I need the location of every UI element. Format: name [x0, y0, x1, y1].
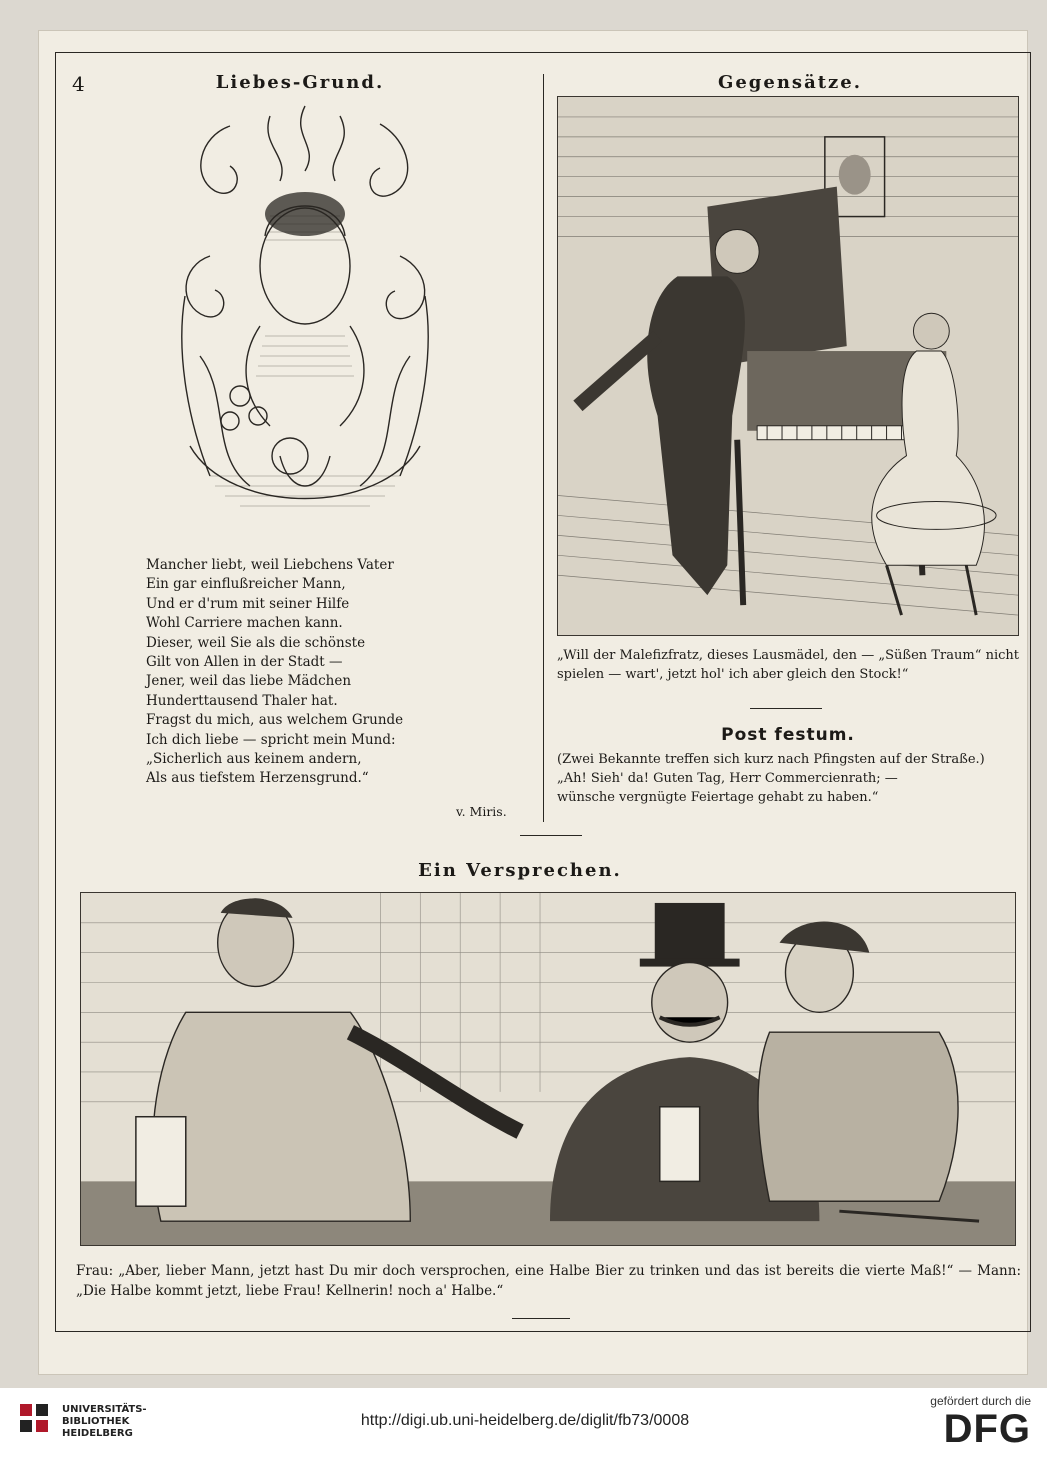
university-seal-icon [18, 1402, 54, 1442]
poem-line: Gilt von Allen in der Stadt — [146, 654, 343, 671]
separator-rule [750, 708, 822, 709]
poem-line: Ein gar einflußreicher Mann, [146, 576, 346, 593]
post-festum-title: Post festum. [721, 725, 855, 745]
poem-line: Fragst du mich, aus welchem Grunde [146, 712, 404, 729]
ornament-portrait-illustration [170, 96, 440, 536]
right-title: Gegensätze. [717, 72, 862, 93]
ein-versprechen-caption: Frau: „Aber, lieber Mann, jetzt hast Du mir doch versprochen, eine Halbe Bier zu trinken und das ist bereits die vierte Maß!“ — Mann: „Die Halbe kommt jetzt, liebe Frau! Kellnerin! noch a' Halbe.“ [76, 1263, 1021, 1299]
piano-scene-illustration [557, 96, 1019, 636]
gegensaetze-caption: „Will der Malefizfratz, dieses Lausmädel, den — „Süßen Traum“ nicht spielen — wart', jetzt hol' ich aber gleich den Stock!“ [557, 648, 1019, 682]
library-name [62, 1404, 147, 1440]
separator-rule [520, 835, 582, 836]
poem-line: Ich dich liebe — spricht mein Mund: [146, 731, 396, 748]
poem-line: Und er d'rum mit seiner Hilfe [146, 595, 350, 612]
post-festum-text [557, 750, 1019, 807]
library-logo[interactable] [18, 1402, 147, 1442]
separator-rule [512, 1318, 570, 1319]
poem-line: Hunderttausend Thaler hat. [146, 692, 338, 709]
left-title: Liebes-Grund. [215, 72, 385, 93]
library-name-line: HEIDELBERG [62, 1428, 133, 1439]
library-name-line: UNIVERSITÄTS- [62, 1404, 147, 1415]
dfg-logo[interactable]: DFG [943, 1407, 1031, 1451]
funder-block [930, 1394, 1031, 1450]
post-festum-line: (Zwei Bekannte treffen sich kurz nach Pfingsten auf der Straße.) [557, 752, 985, 767]
poem-liebes-grund [146, 556, 446, 789]
viewer-footer [0, 1388, 1047, 1461]
column-divider [543, 74, 544, 822]
poem-author: v. Miris. [456, 804, 507, 819]
bottom-title: Ein Versprechen. [418, 860, 622, 881]
poem-line: „Sicherlich aus keinem andern, [146, 751, 362, 768]
poem-line: Jener, weil das liebe Mädchen [146, 673, 352, 690]
document-url-link[interactable]: http://digi.ub.uni-heidelberg.de/diglit/fb73/0008 [360, 1412, 690, 1429]
post-festum-line: „Ah! Sieh' da! Guten Tag, Herr Commercienrath; — [557, 771, 898, 786]
poem-line: Wohl Carriere machen kann. [146, 615, 343, 632]
poem-line: Dieser, weil Sie als die schönste [146, 634, 366, 651]
poem-line: Mancher liebt, weil Liebchens Vater [146, 557, 394, 573]
page-number: 4 [72, 72, 85, 96]
funded-by-text: gefördert durch die [930, 1394, 1031, 1408]
post-festum-line: wünsche vergnügte Feiertage gehabt zu haben.“ [557, 790, 879, 805]
poem-line: Als aus tiefstem Herzensgrund.“ [146, 770, 369, 787]
beer-garden-illustration [80, 892, 1016, 1246]
library-name-line: BIBLIOTHEK [62, 1416, 130, 1427]
